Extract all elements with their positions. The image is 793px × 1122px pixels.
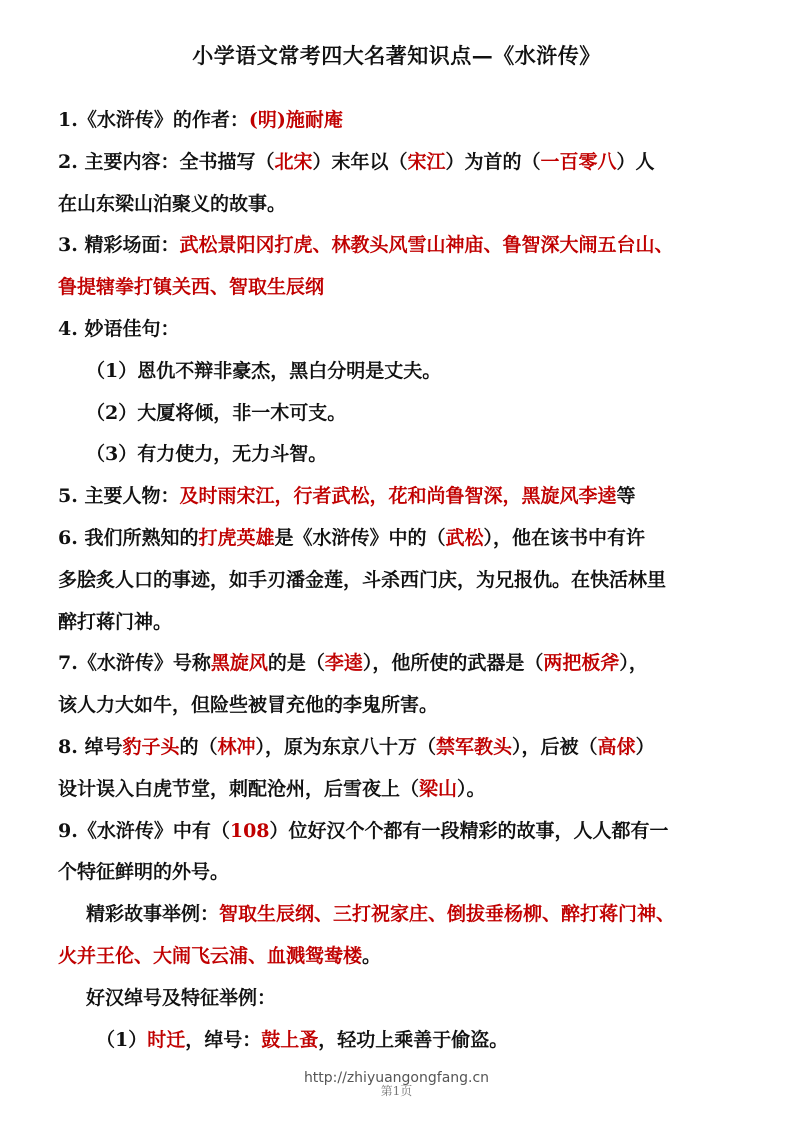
body-text: 精彩故事举例： (86, 903, 220, 926)
body-text: ）为首的（ (445, 150, 541, 173)
highlighted-text: 火并王伦、大闹飞云浦、血溅鸳鸯楼 (58, 944, 363, 967)
body-text: ），后被（ (512, 735, 598, 758)
text-line (58, 936, 748, 978)
body-text: 醉打蒋门神。 (58, 610, 173, 633)
highlighted-text: 及时雨宋江，行者武松，花和尚鲁智深，黑旋风李逵 (179, 485, 617, 508)
highlighted-text: 高俅 (597, 735, 636, 758)
text-line (58, 225, 748, 267)
highlighted-text: 梁山 (419, 777, 458, 800)
body-text: ） (635, 735, 655, 758)
highlighted-text: 武松 (445, 526, 484, 549)
highlighted-text: 黑旋风 (210, 652, 268, 675)
watermark-url: http://zhiyuangongfang.cn (303, 1070, 490, 1086)
text-line (58, 852, 748, 894)
body-text: 4. 妙语佳句： (58, 317, 180, 340)
body-text: 6. 我们所熟知的 (58, 526, 199, 549)
body-text: ）， (619, 652, 648, 675)
text-line (58, 1020, 748, 1062)
body-text: 该人力大如牛，但险些被冒充他的李鬼所害。 (58, 694, 439, 717)
text-line (58, 184, 748, 226)
highlighted-text: 鼓上蚤 (261, 1028, 319, 1051)
highlighted-text: (明)施耐庵 (248, 109, 343, 131)
text-line (58, 769, 748, 811)
highlighted-text: 宋江 (407, 150, 446, 173)
body-text: 多脍炙人口的事迹，如手刃潘金莲，斗杀西门庆，为兄报仇。在快活林里 (58, 568, 667, 591)
highlighted-text: 一百零八 (540, 150, 617, 173)
text-line (58, 267, 748, 309)
body-text: 。 (362, 944, 382, 967)
text-line (58, 978, 748, 1020)
highlighted-text: 打虎英雄 (198, 526, 275, 549)
body-text: 设计误入白虎节堂，刺配沧州，后雪夜上（ (58, 777, 420, 800)
body-text: 1.《水浒传》的作者： (58, 109, 249, 131)
text-line (58, 560, 748, 602)
body-text: ）。 (457, 777, 486, 800)
body-text: 7.《水浒传》号称 (58, 652, 211, 675)
body-text: 的是（ (267, 652, 325, 675)
body-text: ）末年以（ (312, 150, 408, 173)
page-number: 第1页 (380, 1084, 413, 1098)
highlighted-text: 李逵 (324, 652, 363, 675)
text-line (58, 602, 748, 644)
text-line (58, 894, 748, 936)
body-text: 等 (616, 485, 636, 508)
body-text: ，绰号： (185, 1028, 262, 1051)
body-text: ），他所使的武器是（ (362, 652, 544, 675)
body-text: 好汉绰号及特征举例： (86, 986, 277, 1009)
text-line (58, 393, 748, 435)
text-line (58, 727, 748, 769)
page-title: 小学语文常考四大名著知识点—《水浒传》 (192, 43, 601, 68)
text-line (58, 100, 748, 142)
text-line (58, 476, 748, 518)
body-text: （1）恩仇不辩非豪杰，黑白分明是丈夫。 (86, 359, 442, 382)
body-text: （3）有力使力，无力斗智。 (86, 443, 328, 466)
highlighted-text: 林冲 (217, 735, 256, 758)
highlighted-text: 北宋 (274, 150, 313, 173)
body-text: （2）大厦将倾，非一木可支。 (86, 401, 347, 424)
highlighted-text: 豹子头 (122, 735, 180, 758)
highlighted-text: 武松景阳冈打虎、林教头风雪山神庙、鲁智深大闹五台山、 (179, 234, 674, 257)
document-body (58, 100, 748, 1061)
body-text: 在山东梁山泊聚义的故事。 (58, 192, 287, 215)
highlighted-text: 禁军教头 (436, 735, 513, 758)
text-line (58, 351, 748, 393)
body-text: ）人 (616, 150, 655, 173)
body-text: 是《水浒传》中的（ (274, 526, 446, 549)
text-line (58, 811, 748, 853)
text-line (58, 434, 748, 476)
body-text: ），他在该书中有许 (483, 526, 646, 549)
body-text: 3. 精彩场面： (58, 234, 180, 257)
highlighted-text: 108 (229, 819, 270, 842)
text-line (58, 685, 748, 727)
body-text: 个特征鲜明的外号。 (58, 861, 230, 884)
highlighted-text: 智取生辰纲、三打祝家庄、倒拔垂杨柳、醉打蒋门神、 (219, 903, 676, 926)
highlighted-text: 时迁 (147, 1028, 186, 1051)
body-text: （1） (96, 1028, 148, 1051)
body-text: 的（ (179, 735, 218, 758)
body-text: ）位好汉个个都有一段精彩的故事，人人都有一 (269, 819, 669, 842)
text-line (58, 643, 748, 685)
body-text: 2. 主要内容：全书描写（ (58, 150, 275, 173)
body-text: ，轻功上乘善于偷盗。 (318, 1028, 509, 1051)
body-text: 9.《水浒传》中有（ (58, 819, 230, 842)
text-line (58, 142, 748, 184)
body-text: ），原为东京八十万（ (255, 735, 437, 758)
text-line (58, 309, 748, 351)
body-text: 5. 主要人物： (58, 485, 180, 508)
text-line (58, 518, 748, 560)
body-text: 8. 绰号 (58, 735, 123, 758)
highlighted-text: 两把板斧 (543, 652, 620, 675)
highlighted-text: 鲁提辖拳打镇关西、智取生辰纲 (58, 276, 325, 299)
